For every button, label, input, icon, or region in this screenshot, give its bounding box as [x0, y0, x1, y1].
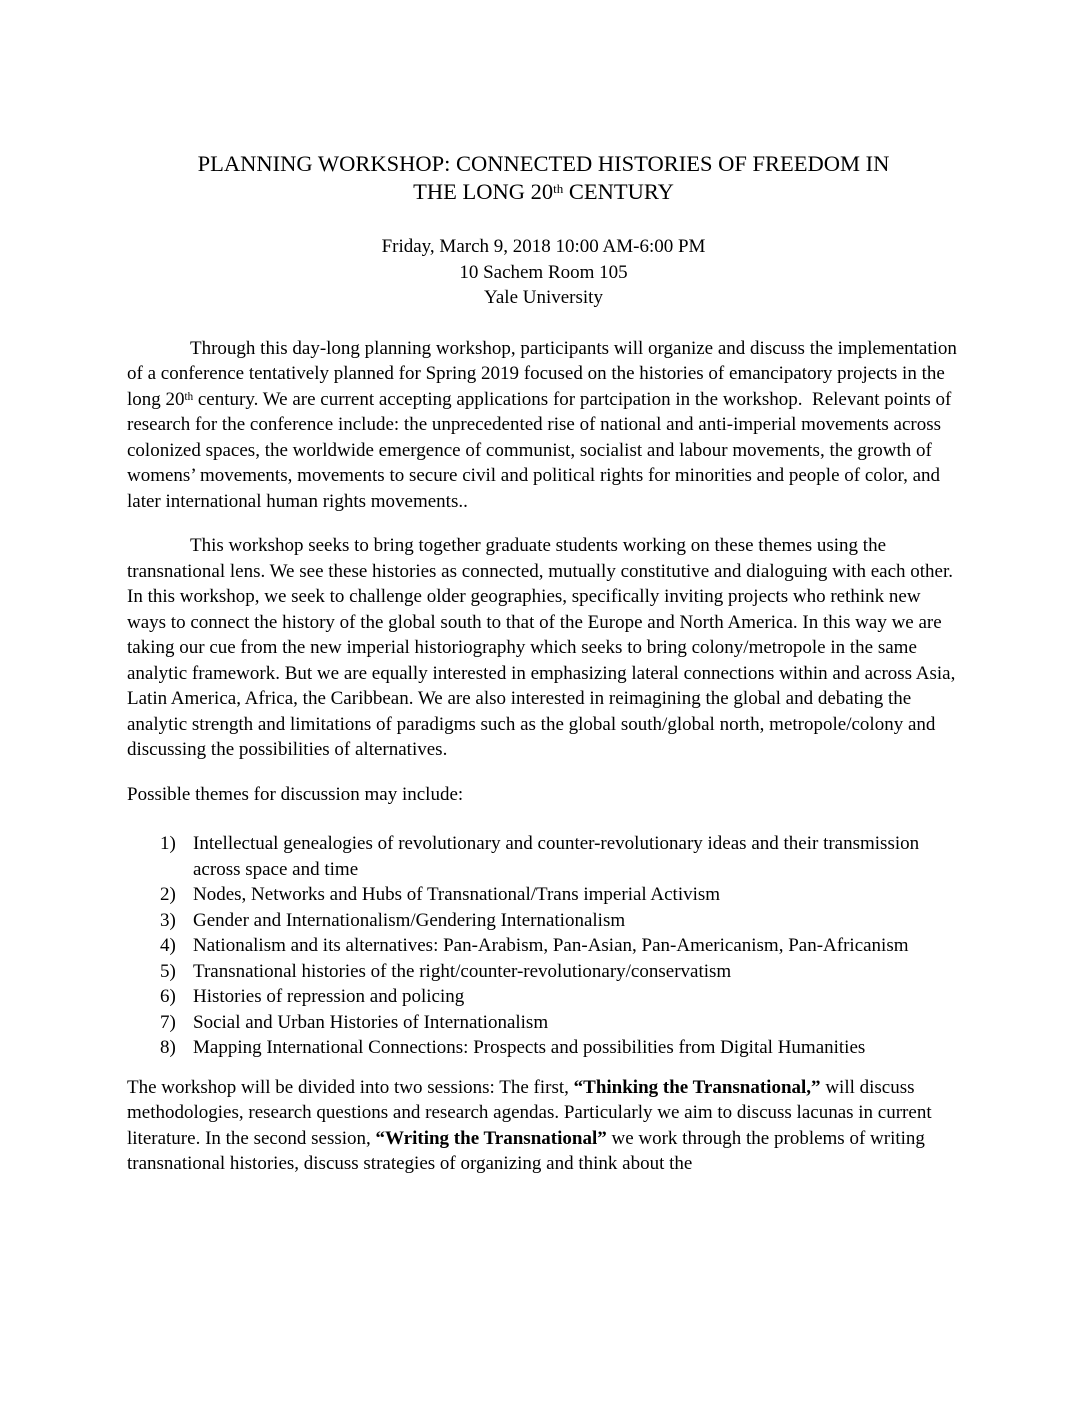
theme-text: Intellectual genealogies of revolutionary and counter-revolutionary ideas and their transmission across space and time — [193, 833, 920, 880]
theme-text: Social and Urban Histories of Internationalism — [193, 1011, 549, 1033]
title-line-2-start: THE LONG 20 — [413, 179, 554, 204]
theme-item-7 — [160, 1010, 960, 1036]
event-datetime: Friday, March 9, 2018 10:00 AM-6:00 PM — [381, 236, 706, 257]
closing-text-3: we work through the problems of writing transnational histories, discuss strategies of organizing and think about the — [127, 1127, 930, 1174]
overview-paragraph: This workshop seeks to bring together graduate students working on these themes using the transnational lens. We see these histories as connected, mutually constitutive and dialoguing with each other. In this workshop, we seek to challenge older geographies, specifically inviting projects who rethink new ways to connect the history of the global south to that of the Europe and North America. In this way we are taking our cue from the new imperial historiography which seeks to bring colony/metropole in the same analytic framework. But we are equally interested in emphasizing lateral connections within and across Asia, Latin America, Africa, the Caribbean. We are also interested in reimagining the global and debating the analytic strength and limitations of paradigms such as the global south/global north, metropole/colony and discussing the possibilities of alternatives. — [127, 535, 961, 760]
theme-number: 4) — [160, 935, 176, 956]
theme-item-8 — [160, 1035, 960, 1061]
theme-number: 3) — [160, 909, 176, 931]
themes-list — [127, 831, 960, 1061]
theme-text: Nationalism and its alternatives: Pan-Arabism, Pan-Asian, Pan-Americanism, Pan-Africanism — [193, 935, 909, 956]
title-line-1: PLANNING WORKSHOP: CONNECTED HISTORIES OF FREEDOM IN — [197, 151, 890, 176]
session-title-thinking: “Thinking the Transnational,” — [573, 1076, 821, 1098]
theme-text: Mapping International Connections: Prospects and possibilities from Digital Humanities — [193, 1037, 866, 1058]
event-location: 10 Sachem Room 105 — [459, 261, 628, 283]
intro-paragraph — [127, 336, 960, 515]
event-institution: Yale University — [484, 287, 603, 308]
closing-paragraph — [127, 1075, 960, 1177]
theme-number: 8) — [160, 1037, 176, 1058]
theme-text: Histories of repression and policing — [193, 986, 465, 1007]
intro-text-start: Through this day-long planning workshop, participants will organize and discuss the implementation of a conference tentatively planned for Spring 2019 focused on the histories of emancipatory projects in the long 20 — [127, 337, 962, 410]
theme-item-2 — [160, 882, 960, 908]
themes-heading: Possible themes for discussion may include: — [127, 783, 464, 805]
theme-item-5 — [160, 959, 960, 985]
intro-text-rest: century. We are current accepting applications for partcipation in the workshop. Relevant points of research for the conference include: the unprecedented rise of national and anti-imperial movements across colonized spaces, the worldwide emergence of communist, socialist and labour movements, the growth of womens’ movements, movements to secure civil and political rights for minorities and people of color, and later international human rights movements.. — [127, 388, 957, 512]
theme-item-3 — [160, 908, 960, 934]
closing-text-1: The workshop will be divided into two sessions: The first, — [127, 1076, 574, 1098]
intro-ordinal-superscript: th — [184, 390, 194, 403]
session-title-writing: “Writing the Transnational” — [375, 1127, 607, 1149]
theme-item-4 — [160, 933, 960, 959]
title-line-2 — [127, 178, 960, 206]
theme-number: 5) — [160, 960, 176, 982]
theme-text: Transnational histories of the right/counter-revolutionary/conservatism — [193, 960, 732, 982]
title-ordinal-superscript: th — [553, 181, 564, 197]
theme-item-6 — [160, 984, 960, 1010]
closing-text-2: will discuss methodologies, research questions and research agendas. Particularly we aim to discuss lacunas in current literature. In the second session, — [127, 1076, 937, 1149]
title-line-2-rest: CENTURY — [563, 179, 674, 204]
theme-item-1 — [160, 831, 960, 882]
theme-number: 7) — [160, 1011, 176, 1033]
theme-text: Gender and Internationalism/Gendering Internationalism — [193, 909, 626, 931]
theme-text: Nodes, Networks and Hubs of Transnational/Trans imperial Activism — [193, 884, 721, 905]
document-title — [127, 150, 960, 206]
theme-number: 2) — [160, 884, 176, 905]
theme-number: 1) — [160, 833, 176, 854]
theme-number: 6) — [160, 986, 176, 1007]
event-details — [127, 234, 960, 311]
